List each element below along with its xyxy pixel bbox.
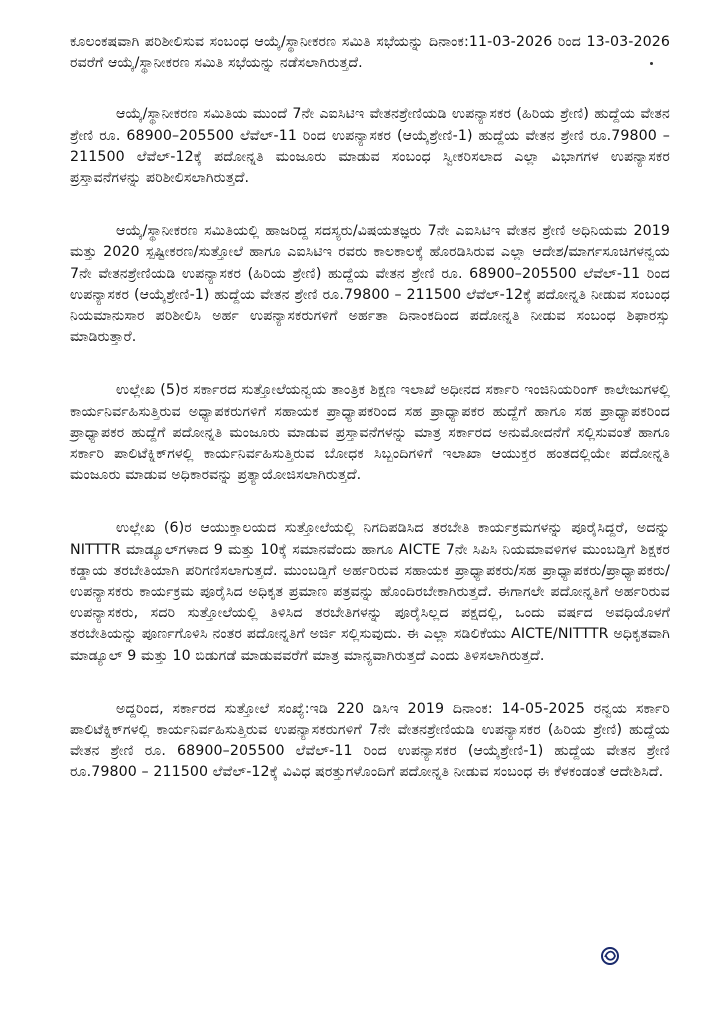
paragraph-order: ಅದ್ದರಿಂದ, ಸರ್ಕಾರದ ಸುತ್ತೋಲೆ ಸಂಖ್ಯೆ:ಇಡಿ 220 ಡಿಸಿಇ 2019 ದಿನಾಂಕ: 14-05-2025 ರನ್ವಯ ಸರ್ಕಾರಿ ಪಾಲಿಟೆಕ್ನಿಕ್‌ಗಳಲ್ಲಿ ಕಾರ್ಯನಿರ್ವಹಿಸುತ್ತಿರುವ ಉಪನ್ಯಾಸಕರುಗಳಿಗೆ 7ನೇ ವೇತನಶ್ರೇಣಿಯಡಿ ಉಪನ್ಯಾಸಕರ (ಹಿರಿಯ ಶ್ರೇಣಿ) ಹುದ್ದೆಯ ವೇತನ ಶ್ರೇಣಿ ರೂ. 68900–205500 ಲೆವೆಲ್-11 ರಿಂದ ಉಪನ್ಯಾಸಕರ (ಆಯ್ಕೆಶ್ರೇಣಿ-1) ಹುದ್ದೆಯ ವೇತನ ಶ್ರೇಣಿ ರೂ.79800 – 211500 ಲೆವೆಲ್-12ಕ್ಕೆ ವಿವಿಧ ಷರತ್ತುಗಳೊಂದಿಗೆ ಪದೋನ್ನತಿ ನೀಡುವ ಸಂಬಂಧ ಈ ಕೆಳಕಂಡಂತೆ ಆದೇಶಿಸಿದೆ.	[70, 700, 670, 781]
paragraph-reference-5: ಉಲ್ಲೇಖ (5)ರ ಸರ್ಕಾರದ ಸುತ್ತೋಲೆಯನ್ವಯ ತಾಂತ್ರಿಕ ಶಿಕ್ಷಣ ಇಲಾಖೆ ಅಧೀನದ ಸರ್ಕಾರಿ ಇಂಜಿನಿಯರಿಂಗ್ ಕಾಲೇಜುಗಳಲ್ಲಿ ಕಾರ್ಯನಿರ್ವಹಿಸುತ್ತಿರುವ ಅಧ್ಯಾಪಕರುಗಳಿಗೆ ಸಹಾಯಕ ಪ್ರಾಧ್ಯಾಪಕರಿಂದ ಸಹ ಪ್ರಾಧ್ಯಾಪಕರ ಹುದ್ದೆಗೆ ಹಾಗೂ ಸಹ ಪ್ರಾಧ್ಯಾಪಕರಿಂದ ಪ್ರಾಧ್ಯಾಪಕರ ಹುದ್ದೆಗೆ ಪದೋನ್ನತಿ ಮಂಜೂರು ಮಾಡುವ ಪ್ರಸ್ತಾವನೆಗಳನ್ನು ಮಾತ್ರ ಸರ್ಕಾರದ ಅನುಮೋದನೆಗೆ ಸಲ್ಲಿಸುವಂತೆ ಹಾಗೂ ಸರ್ಕಾರಿ ಪಾಲಿಟೆಕ್ನಿಕ್‌ಗಳಲ್ಲಿ ಕಾರ್ಯನಿರ್ವಹಿಸುತ್ತಿರುವ ಬೋಧಕ ಸಿಬ್ಬಂದಿಗಳಿಗೆ ಇಲಾಖಾ ಆಯುಕ್ತರ ಹಂತದಲ್ಲಿಯೇ ಪದೋನ್ನತಿ ಮಂಜೂರು ಮಾಡುವ ಅಧಿಕಾರವನ್ನು ಪ್ರತ್ಯಾಯೋಜಿಸಲಾಗಿರುತ್ತದೆ.	[70, 382, 670, 484]
paragraph-reference-6: ಉಲ್ಲೇಖ (6)ರ ಆಯುಕ್ತಾಲಯದ ಸುತ್ತೋಲೆಯಲ್ಲಿ ನಿಗದಿಪಡಿಸಿದ ತರಬೇತಿ ಕಾರ್ಯಕ್ರಮಗಳನ್ನು ಪೂರೈಸಿದ್ದರೆ, ಅದನ್ನು NITTTR ಮಾಡ್ಯೂಲ್‌ಗಳಾದ 9 ಮತ್ತು 10ಕ್ಕೆ ಸಮಾನವೆಂದು ಹಾಗೂ AICTE 7ನೇ ಸಿಪಿಸಿ ನಿಯಮಾವಳಿಗಳ ಮುಂಬಡ್ತಿಗೆ ಶಿಕ್ಷಕರ ಕಡ್ಡಾಯ ತರಬೇತಿಯಾಗಿ ಪರಿಗಣಿಸಲಾಗುತ್ತದೆ. ಮುಂಬಡ್ತಿಗೆ ಅರ್ಹರಿರುವ ಸಹಾಯಕ ಪ್ರಾಧ್ಯಾಪಕರು/ಸಹ ಪ್ರಾಧ್ಯಾಪಕರು/ಪ್ರಾಧ್ಯಾಪಕರು/ಉಪನ್ಯಾಸಕರು ಕಾರ್ಯಕ್ರಮ ಪೂರೈಸಿದ ಅಧಿಕೃತ ಪ್ರಮಾಣ ಪತ್ರವನ್ನು ಹೊಂದಿರಬೇಕಾಗಿರುತ್ತದೆ. ಈಗಾಗಲೇ ಪದೋನ್ನತಿಗೆ ಅರ್ಹರಿರುವ ಉಪನ್ಯಾಸಕರು, ಸದರಿ ಸುತ್ತೋಲೆಯಲ್ಲಿ ತಿಳಿಸಿದ ತರಬೇತಿಗಳನ್ನು ಪೂರೈಸಿಲ್ಲದ ಪಕ್ಷದಲ್ಲಿ, ಒಂದು ವರ್ಷದ ಅವಧಿಯೊಳಗೆ ತರಬೇತಿಯನ್ನು ಪೂರ್ಣಗೊಳಿಸಿ ನಂತರ ಪದೋನ್ನತಿಗೆ ಅರ್ಜಿ ಸಲ್ಲಿಸುವುದು. ಈ ಎಲ್ಲಾ ಸಡಿಲಿಕೆಯು AICTE/NITTTR ಅಧಿಕೃತವಾಗಿ ಮಾಡ್ಯೂಲ್ 9 ಮತ್ತು 10 ಬಿಡುಗಡೆ ಮಾಡುವವರೆಗೆ ಮಾತ್ರ ಮಾನ್ಯವಾಗಿರುತ್ತದೆ ಎಂದು ತಿಳಿಸಲಾಗಿರುತ್ತದೆ.	[70, 520, 670, 664]
paragraph-committee-recommendation: ಆಯ್ಕೆ/ಸ್ಥಾನೀಕರಣ ಸಮಿತಿಯಲ್ಲಿ ಹಾಜರಿದ್ದ ಸದಸ್ಯರು/ವಿಷಯತಜ್ಞರು 7ನೇ ಎಐಸಿಟಿಇ ವೇತನ ಶ್ರೇಣಿ ಅಧಿನಿಯಮ 2019 ಮತ್ತು 2020 ಸ್ಪಷ್ಟೀಕರಣ/ಸುತ್ತೋಲೆ ಹಾಗೂ ಎಐಸಿಟಿಇ ರವರು ಕಾಲಕಾಲಕ್ಕೆ ಹೊರಡಿಸಿರುವ ಎಲ್ಲಾ ಆದೇಶ/ಮಾರ್ಗಸೂಚಿಗಳನ್ವಯ 7ನೇ ವೇತನಶ್ರೇಣಿಯಡಿ ಉಪನ್ಯಾಸಕರ (ಹಿರಿಯ ಶ್ರೇಣಿ) ಹುದ್ದೆಯ ವೇತನ ಶ್ರೇಣಿ ರೂ. 68900–205500 ಲೆವೆಲ್-11 ರಿಂದ ಉಪನ್ಯಾಸಕರ (ಆಯ್ಕೆಶ್ರೇಣಿ-1) ಹುದ್ದೆಯ ವೇತನ ಶ್ರೇಣಿ ರೂ.79800 – 211500 ಲೆವೆಲ್-12ಕ್ಕೆ ಪದೋನ್ನತಿ ನೀಡುವ ಸಂಬಂಧ ನಿಯಮಾನುಸಾರ ಪರಿಶೀಲಿಸಿ ಅರ್ಹ ಉಪನ್ಯಾಸಕರುಗಳಿಗೆ ಅರ್ಹತಾ ದಿನಾಂಕದಿಂದ ಪದೋನ್ನತಿ ನೀಡುವ ಸಂಬಂಧ ಶಿಫಾರಸ್ಸು ಮಾಡಿರುತ್ತಾರೆ.	[70, 223, 670, 346]
signature-initial-icon	[598, 944, 622, 968]
scan-speck	[650, 62, 653, 65]
paragraph-proposals-reviewed: ಆಯ್ಕೆ/ಸ್ಥಾನೀಕರಣ ಸಮಿತಿಯ ಮುಂದೆ 7ನೇ ಎಐಸಿಟಿಇ ವೇತನಶ್ರೇಣಿಯಡಿ ಉಪನ್ಯಾಸಕರ (ಹಿರಿಯ ಶ್ರೇಣಿ) ಹುದ್ದೆಯ ವೇತನ ಶ್ರೇಣಿ ರೂ. 68900–205500 ಲೆವೆಲ್-11 ರಿಂದ ಉಪನ್ಯಾಸಕರ (ಆಯ್ಕೆಶ್ರೇಣಿ-1) ಹುದ್ದೆಯ ವೇತನ ಶ್ರೇಣಿ ರೂ.79800 –211500 ಲೆವೆಲ್-12ಕ್ಕೆ ಪದೋನ್ನತಿ ಮಂಜೂರು ಮಾಡುವ ಸಂಬಂಧ ಸ್ವೀಕರಿಸಲಾದ ಎಲ್ಲಾ ವಿಭಾಗಗಳ ಉಪನ್ಯಾಸಕರ ಪ್ರಸ್ತಾವನೆಗಳನ್ನು ಪರಿಶೀಲಿಸಲಾಗಿರುತ್ತದೆ.	[70, 106, 670, 187]
paragraph-committee-meeting-dates: ಕೂಲಂಕಷವಾಗಿ ಪರಿಶೀಲಿಸುವ ಸಂಬಂಧ ಆಯ್ಕೆ/ಸ್ಥಾನೀಕರಣ ಸಮಿತಿ ಸಭೆಯನ್ನು ದಿನಾಂಕ:11-03-2026 ರಿಂದ 13-03-2026 ರವರೆಗೆ ಆಯ್ಕೆ/ಸ್ಥಾನೀಕರಣ ಸಮಿತಿ ಸಭೆಯನ್ನು ನಡೆಸಲಾಗಿರುತ್ತದೆ.	[70, 34, 670, 72]
